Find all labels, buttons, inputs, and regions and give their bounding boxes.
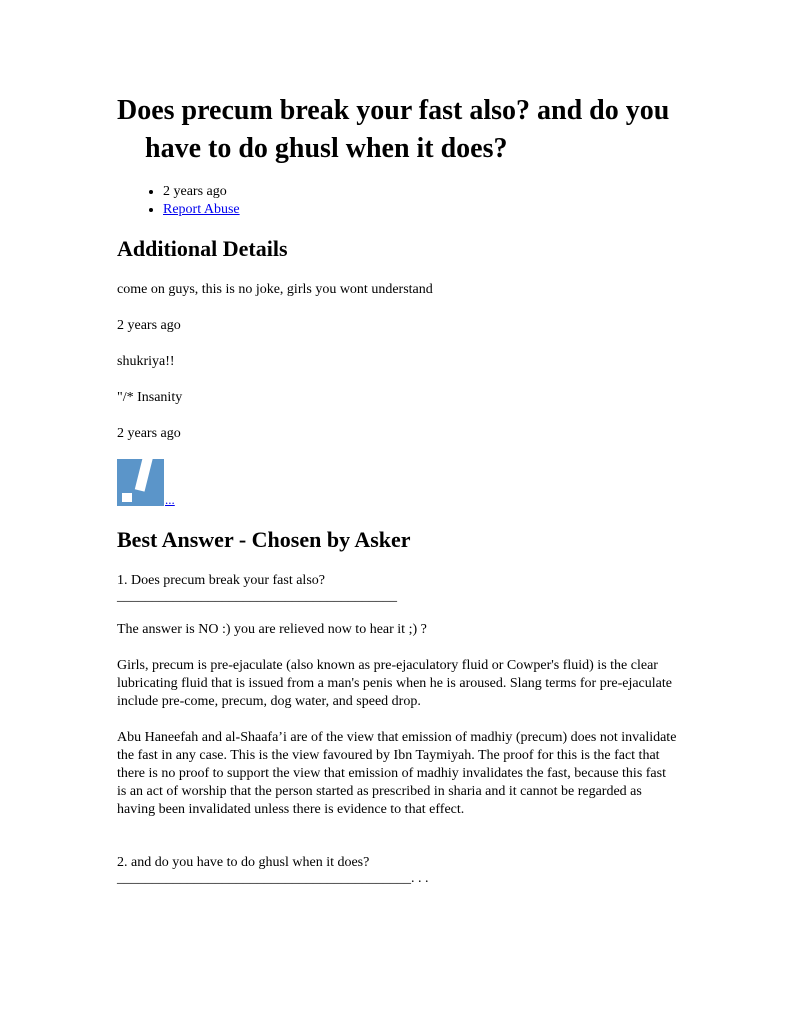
detail-text-3: "/* Insanity (117, 390, 183, 405)
answer-short: The answer is NO :) you are relieved now to hear it ;) ? (117, 622, 427, 637)
avatar[interactable] (117, 459, 164, 506)
detail-time-1: 2 years ago (117, 318, 181, 333)
answerer-more-link[interactable]: ... (165, 492, 175, 507)
answerer-row (117, 459, 677, 506)
report-abuse-item (163, 201, 677, 219)
answer-question-2: 2. and do you have to do ghusl when it does? (117, 855, 370, 870)
answer-divider-2: __________________________________________. . . (117, 871, 429, 886)
avatar-exclamation-icon (135, 454, 153, 491)
question-title: Does precum break your fast also? and do you have to do ghusl when it does? (117, 95, 670, 164)
avatar-dot-icon (122, 493, 132, 502)
answer-divider-1: ________________________________________ (117, 589, 397, 604)
detail-text-1: come on guys, this is no joke, girls you wont understand (117, 282, 433, 297)
report-abuse-link[interactable]: Report Abuse (163, 202, 240, 217)
additional-details-heading: Additional Details (117, 236, 288, 261)
detail-text-2: shukriya!! (117, 354, 175, 369)
question-meta (117, 183, 677, 219)
detail-time-2: 2 years ago (117, 426, 181, 441)
answer-paragraph-2: Abu Haneefah and al-Shaafa’i are of the view that emission of madhiy (precum) does not invalidate the fast in any case. This is the view favoured by Ibn Taymiyah. The proof for this is the fact that there is no proof to support the view that emission of madhiy invalidates the fast, because this fast is an act of worship that the person started as prescribed in sharia and it cannot be regarded as having been invalidated unless there is evidence to that effect. (117, 730, 677, 817)
answer-question-1: 1. Does precum break your fast also? (117, 573, 325, 588)
answer-paragraph-1: Girls, precum is pre-ejaculate (also known as pre-ejaculatory fluid or Cowper's fluid) is the clear lubricating fluid that is issued from a man's penis when he is aroused. Slang terms for pre-ejaculate include pre-come, precum, dog water, and speed drop. (117, 658, 672, 709)
question-page (117, 92, 677, 886)
best-answer-heading: Best Answer - Chosen by Asker (117, 527, 411, 552)
question-time: • 2 years ago (163, 183, 677, 201)
